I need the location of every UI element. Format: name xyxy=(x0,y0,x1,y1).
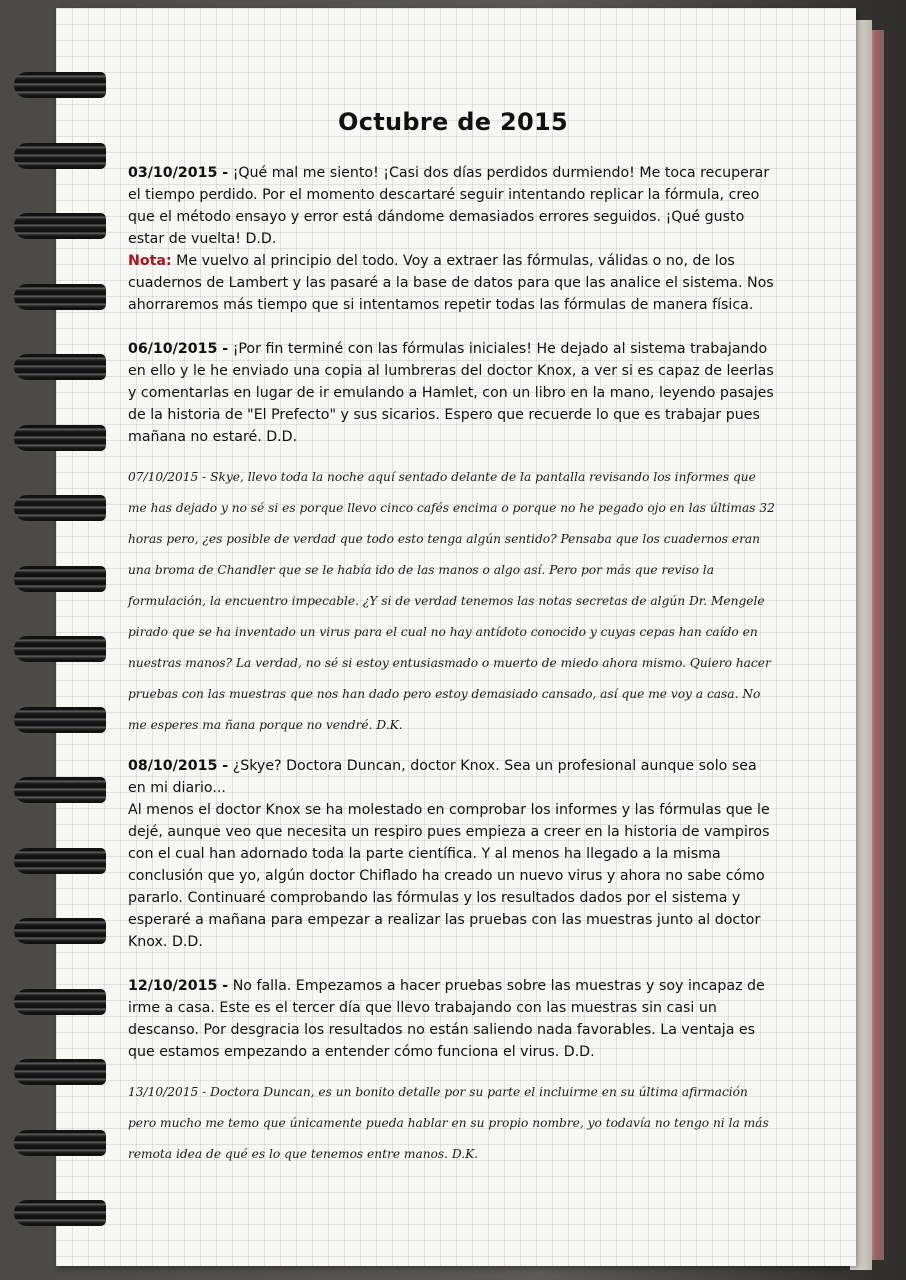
entry-text: ¿Skye? Doctora Duncan, doctor Knox. Sea un profesional aunque solo sea en mi diario... xyxy=(128,758,757,796)
spiral-ring xyxy=(14,703,106,737)
entry-date: 08/10/2015 - xyxy=(128,758,229,774)
spiral-ring xyxy=(14,844,106,878)
entry-text: Doctora Duncan, es un bonito detalle por su parte el incluirme en su última afirmación pero mucho me temo que únicamente pueda hablar en su propio nombre, yo todavía no tengo ni la más remota idea de qué es lo que tenemos entre manos. D.K. xyxy=(128,1085,769,1161)
spiral-ring xyxy=(14,280,106,314)
entry-2015-10-13 xyxy=(128,1077,778,1170)
spiral-ring xyxy=(14,1055,106,1089)
spiral-ring xyxy=(14,139,106,173)
spiral-ring xyxy=(14,1126,106,1160)
entry-date: 13/10/2015 - xyxy=(128,1085,207,1099)
note-label: Nota: xyxy=(128,253,172,269)
journal-content xyxy=(128,108,778,1170)
spiral-ring xyxy=(14,1196,106,1230)
entry-text: ¡Por fin terminé con las fórmulas iniciales! He dejado al sistema trabajando en ello y le he enviado una copia al lumbreras del doctor Knox, a ver si es capaz de leerlas y comentarlas en lugar de ir emulando a Hamlet, con un libro en la mano, leyendo pasajes de la historia de "El Prefecto" y sus sicarios. Espero que recuerde lo que es trabajar pues mañana no estaré. D.D. xyxy=(128,341,774,445)
spiral-ring xyxy=(14,350,106,384)
entry-text: Skye, llevo toda la noche aquí sentado delante de la pantalla revisando los informes que me has dejado y no sé si es porque llevo cinco cafés encima o porque no he pegado ojo en las últimas 32 horas pero, ¿es posible de verdad que todo esto tenga algún sentido? Pensaba que los cuadernos eran una broma de Chandler que se le había ido de las manos o algo así. Pero por más que reviso la formulación, la encuentro impecable. ¿Y si de verdad tenemos las notas secretas de algún Dr. Mengele pirado que se ha inventado un virus para el cual no hay antídoto conocido y cuyas cepas han caído en nuestras manos? La verdad, no sé si estoy entusiasmado o muerto de miedo ahora mismo. Quiero hacer pruebas con las muestras que nos han dado pero estoy demasiado cansado, así que me voy a casa. No me esperes ma ñana porque no vendré. D.K. xyxy=(128,470,775,732)
spiral-binding xyxy=(0,0,120,1280)
spiral-ring xyxy=(14,209,106,243)
note-text: Me vuelvo al principio del todo. Voy a extraer las fórmulas, válidas o no, de los cuadernos de Lambert y las pasaré a la base de datos para que las analice el sistema. Nos ahorraremos más tiempo que si intentamos repetir todas las fórmulas de manera física. xyxy=(128,253,774,313)
entry-2015-10-07 xyxy=(128,462,778,741)
spiral-ring xyxy=(14,985,106,1019)
entry-date: 03/10/2015 - xyxy=(128,165,229,181)
spiral-ring xyxy=(14,68,106,102)
spiral-ring xyxy=(14,914,106,948)
entry-text: No falla. Empezamos a hacer pruebas sobre las muestras y soy incapaz de irme a casa. Este es el tercer día que llevo trabajando con las muestras sin casi un descanso. Por desgracia los resultados no están saliendo nada favorables. La ventaja es que estamos empezando a entender cómo funciona el virus. D.D. xyxy=(128,978,765,1060)
spiral-ring xyxy=(14,421,106,455)
entry-date: 12/10/2015 - xyxy=(128,978,229,994)
spiral-ring xyxy=(14,632,106,666)
entry-date: 07/10/2015 - xyxy=(128,470,207,484)
entry-2015-10-06 xyxy=(128,338,778,448)
spiral-ring xyxy=(14,773,106,807)
spiral-ring xyxy=(14,562,106,596)
entry-2015-10-03 xyxy=(128,162,778,316)
page-title: Octubre de 2015 xyxy=(338,108,568,136)
entry-text-continued: Al menos el doctor Knox se ha molestado en comprobar los informes y las fórmulas que le dejé, aunque veo que necesita un respiro pues empieza a creer en la historia de vampiros con el cual han adornado toda la parte científica. Y al menos ha llegado a la misma conclusión que yo, algún doctor Chiflado ha creado un nuevo virus y ahora no sabe cómo pararlo. Continuaré comprobando las fórmulas y los resultados dados por el sistema y esperaré a mañana para empezar a realizar las pruebas con las muestras junto al doctor Knox. D.D. xyxy=(128,802,770,950)
entry-2015-10-08 xyxy=(128,755,778,953)
entry-2015-10-12 xyxy=(128,975,778,1063)
spiral-ring xyxy=(14,491,106,525)
entry-text: ¡Qué mal me siento! ¡Casi dos días perdidos durmiendo! Me toca recuperar el tiempo perdido. Por el momento descartaré seguir intentando replicar la fórmula, creo que el método ensayo y error está dándome demasiados errores seguidos. ¡Qué gusto estar de vuelta! D.D. xyxy=(128,165,770,247)
entry-date: 06/10/2015 - xyxy=(128,341,229,357)
